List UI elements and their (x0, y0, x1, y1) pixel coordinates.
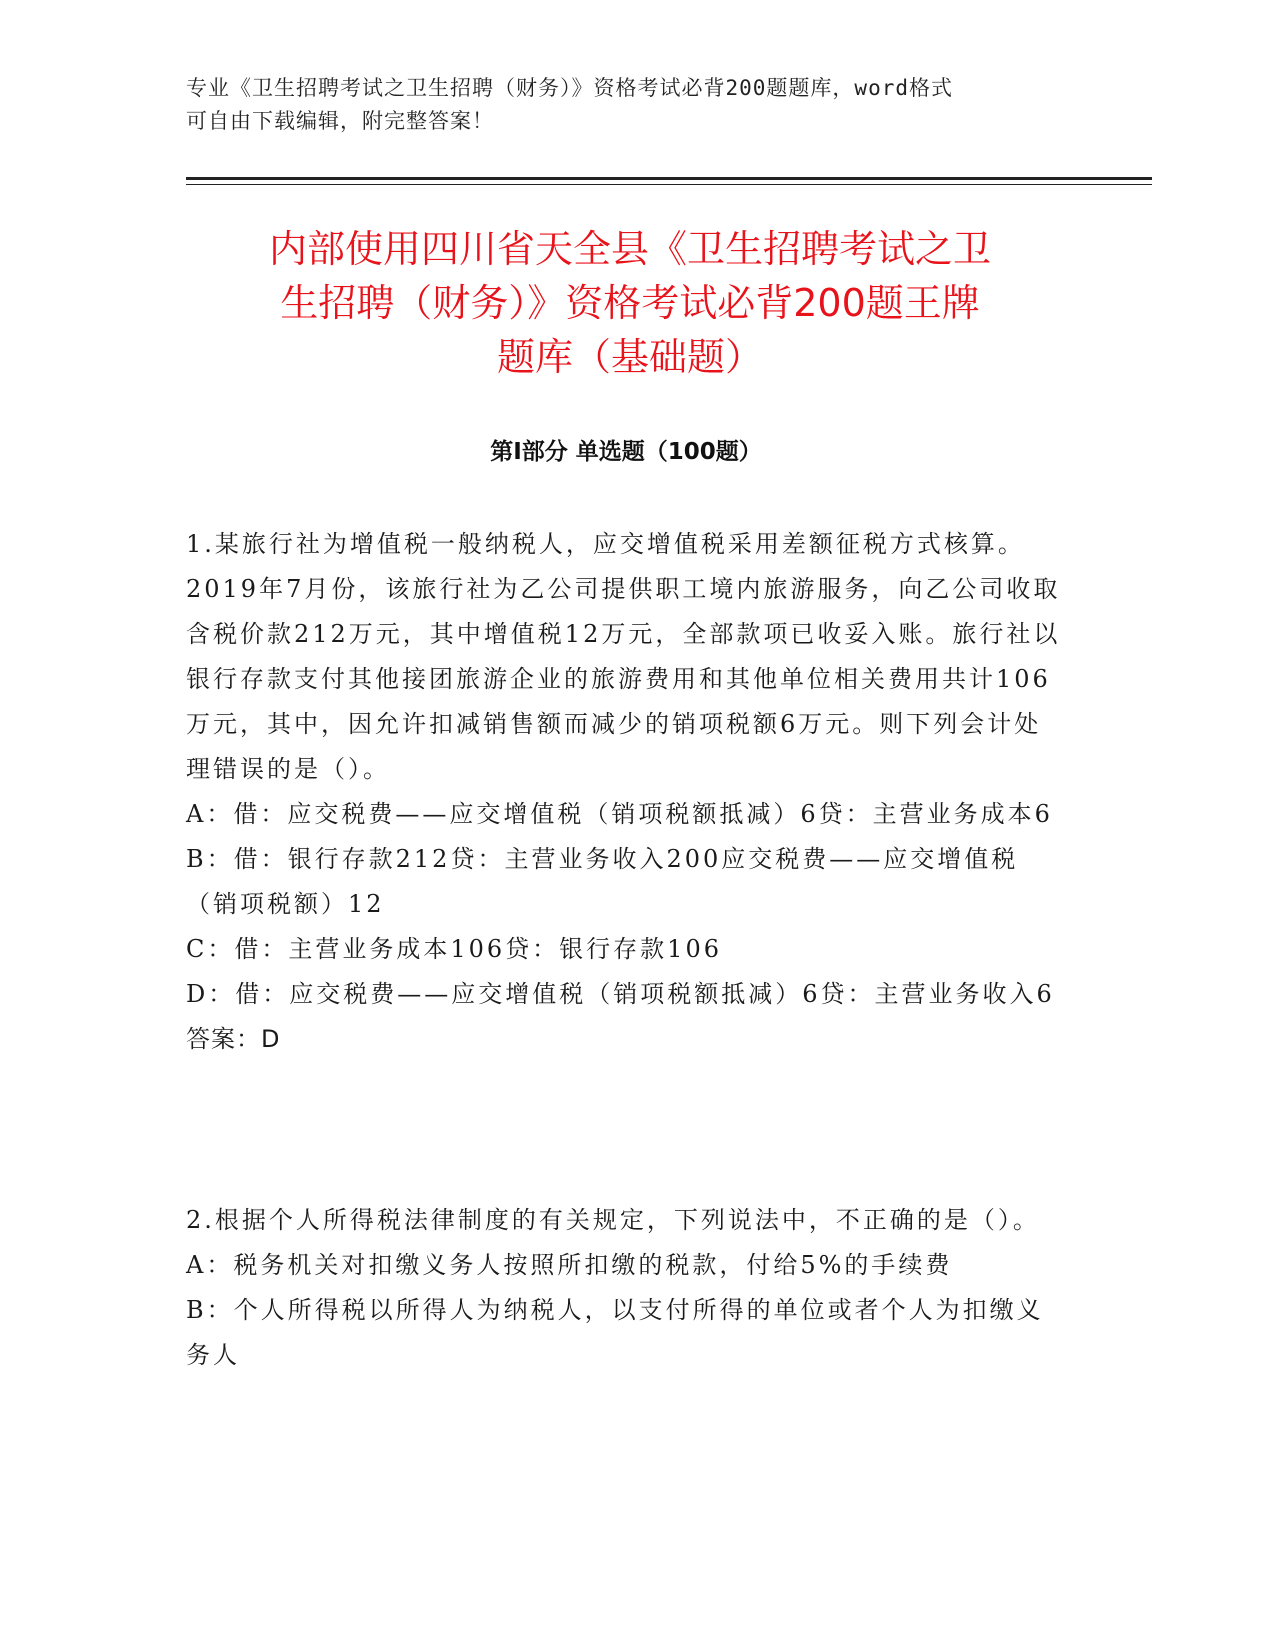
question-2 (186, 1198, 1066, 1378)
header-note-line-1: 专业《卫生招聘考试之卫生招聘（财务）》资格考试必背200题题库，word格式 (186, 76, 953, 100)
document-title-line-3: 题库（基础题） (496, 335, 763, 379)
question-1-option-d: D：借：应交税费——应交增值税（销项税额抵减）6贷：主营业务收入6 (186, 980, 1055, 1008)
section-heading: 第Ⅰ部分 单选题（100题） (490, 439, 762, 465)
question-1-option-c: C：借：主营业务成本106贷：银行存款106 (186, 935, 722, 963)
header-note-line-2: 可自由下载编辑，附完整答案！ (186, 109, 494, 133)
question-1-stem: 1.某旅行社为增值税一般纳税人，应交增值税采用差额征税方式核算。2019年7月份，该旅行社为乙公司提供职工境内旅游服务，向乙公司收取含税价款212万元，其中增值税12万元，全部款项已收妥入账。旅行社以银行存款支付其他接团旅游企业的旅游费用和其他单位相关费用共计106万元，其中，因允许扣减销售额而减少的销项税额6万元。则下列会计处理错误的是（）。 (186, 530, 1061, 783)
question-2-option-a: A：税务机关对扣缴义务人按照所扣缴的税款，付给5%的手续费 (186, 1251, 953, 1279)
question-1-option-b: B：借：银行存款212贷：主营业务收入200应交税费——应交增值税（销项税额）12 (186, 845, 1019, 918)
document-title-line-1: 内部使用四川省天全县《卫生招聘考试之卫 (268, 227, 991, 271)
document-title-line-2: 生招聘（财务）》资格考试必背200题王牌 (280, 281, 980, 325)
question-2-option-b: B：个人所得税以所得人为纳税人，以支付所得的单位或者个人为扣缴义务人 (186, 1296, 1044, 1369)
question-1 (186, 522, 1066, 1062)
document-title (190, 222, 1070, 384)
header-divider-thin (186, 184, 1152, 185)
question-2-stem: 2.根据个人所得税法律制度的有关规定，下列说法中，不正确的是（）。 (186, 1206, 1040, 1234)
header-divider-thick (186, 177, 1152, 180)
header-note (186, 72, 1066, 138)
question-1-option-a: A：借：应交税费——应交增值税（销项税额抵减）6贷：主营业务成本6 (186, 800, 1053, 828)
question-1-answer: 答案：D (186, 1025, 281, 1053)
